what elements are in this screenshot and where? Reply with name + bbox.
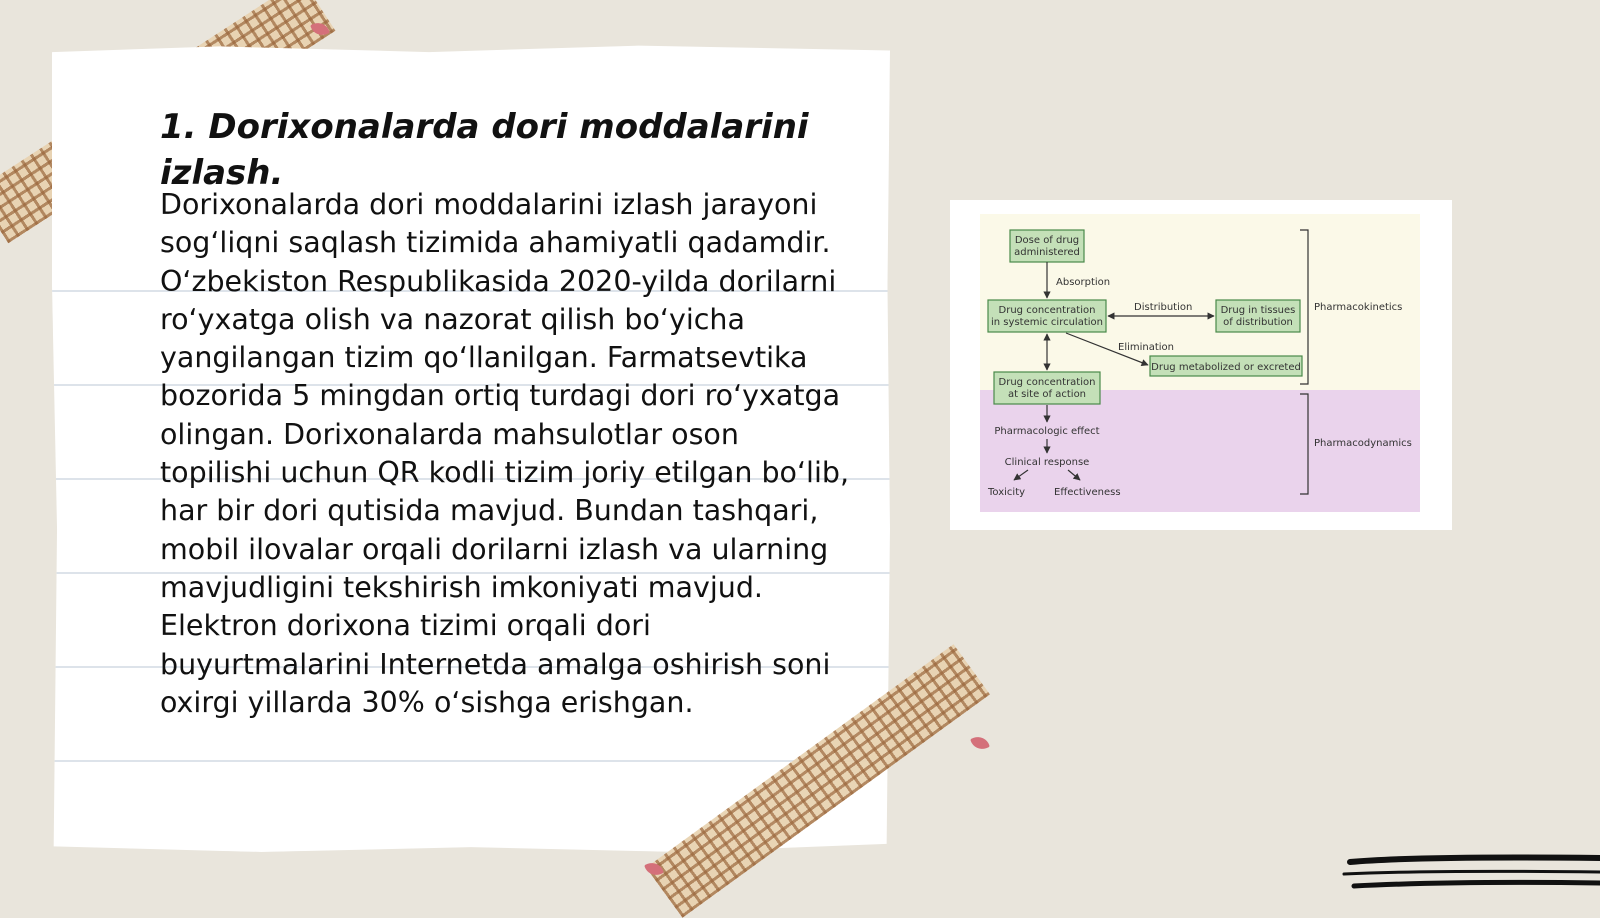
systemic-box-text: Drug concentration bbox=[998, 305, 1096, 316]
tissues-box-text: of distribution bbox=[1223, 317, 1293, 328]
distribution-label: Distribution bbox=[1134, 302, 1193, 313]
metabolized-box bbox=[1150, 356, 1302, 376]
site-box-text: at site of action bbox=[1007, 389, 1087, 400]
pharmacology-diagram-svg bbox=[950, 200, 1452, 530]
dose-box bbox=[1010, 230, 1084, 262]
absorption-label: Absorption bbox=[1056, 277, 1111, 288]
site-box-text: Drug concentration bbox=[998, 377, 1096, 388]
paper-rule-line bbox=[52, 760, 890, 762]
pharmacologic-effect-label: Pharmacologic effect bbox=[994, 426, 1100, 437]
dose-box-text: administered bbox=[1014, 247, 1080, 258]
pharmacology-diagram bbox=[950, 200, 1452, 530]
slide-body-text: Dorixonalarda dori moddalarini izlash jarayoni sogʻliqni saqlash tizimida ahamiyatli qadamdir. Oʻzbekiston Respublikasida 2020-yilda dorilarni roʻyxatga olish va nazorat qilish boʻyicha yangilangan tizim qoʻllanilgan. Farmatsevtika bozorida 5 mingdan ortiq turdagi dori roʻyxatga olingan. Dorixonalarda mahsulotlar oson topilishi uchun QR kodli tizim joriy etilgan boʻlib, har bir dori qutisida mavjud. Bundan tashqari, mobil ilovalar orqali dorilarni izlash va ularning mavjudligini tekshirish imkoniyati mavjud. Elektron dorixona tizimi orqali dori buyurtmalarini Internetda amalga oshirish soni oxirgi yillarda 30% oʻsishga erishgan. bbox=[160, 188, 850, 719]
pharmacodynamics-label: Pharmacodynamics bbox=[1314, 438, 1412, 449]
systemic-circulation-box bbox=[988, 300, 1106, 332]
tissues-box bbox=[1216, 300, 1300, 332]
tissues-box-text: Drug in tissues bbox=[1220, 305, 1296, 316]
elimination-label: Elimination bbox=[1118, 342, 1175, 353]
slide-title: 1. Dorixonalarda dori moddalarini izlash. bbox=[160, 107, 809, 193]
pharmacokinetics-label: Pharmacokinetics bbox=[1314, 302, 1403, 313]
toxicity-label: Toxicity bbox=[988, 487, 1026, 498]
dose-box-text: Dose of drug bbox=[1014, 235, 1080, 246]
effectiveness-label: Effectiveness bbox=[1054, 487, 1121, 498]
metabolized-box-text: Drug metabolized or excreted bbox=[1151, 362, 1301, 373]
pharmacodynamics-zone bbox=[980, 390, 1420, 512]
clinical-response-label: Clinical response bbox=[1004, 457, 1090, 468]
site-of-action-box bbox=[994, 372, 1100, 404]
decorative-brush-strokes bbox=[1340, 840, 1600, 900]
tape-corner-mark bbox=[970, 734, 990, 753]
systemic-box-text: in systemic circulation bbox=[991, 317, 1103, 328]
